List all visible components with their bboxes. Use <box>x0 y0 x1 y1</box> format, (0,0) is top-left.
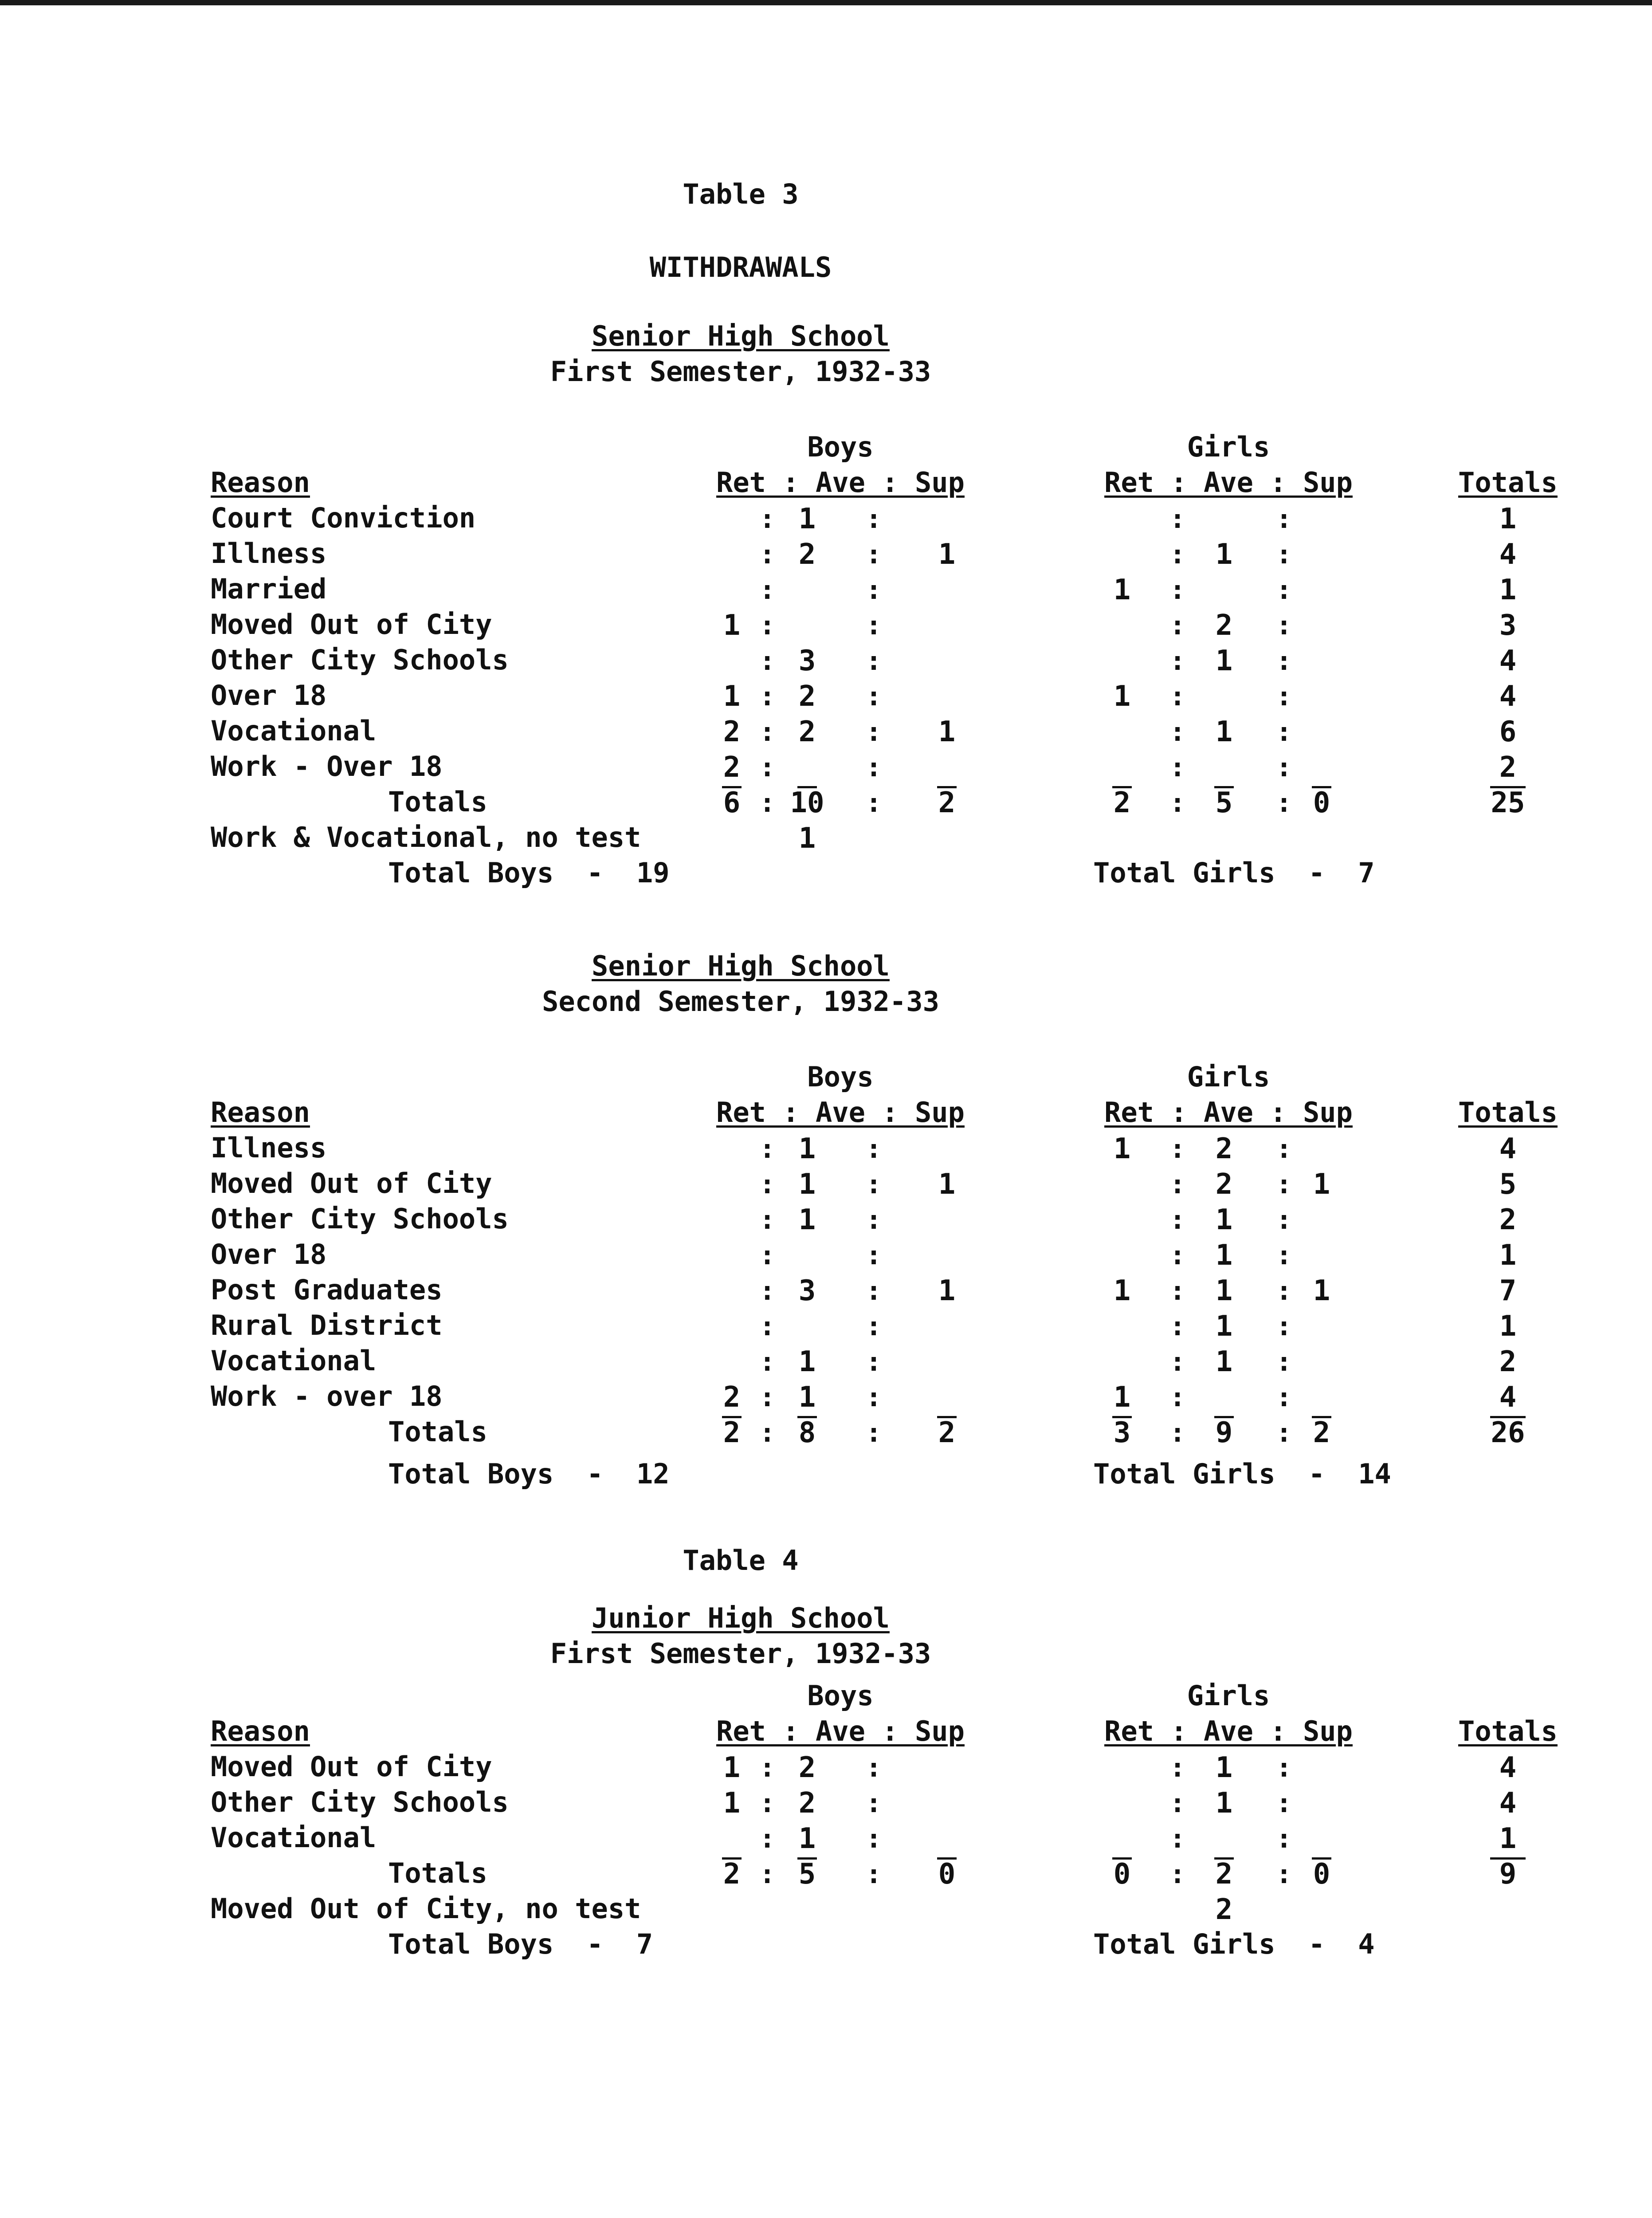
reason-cell: Court Conviction <box>211 502 476 534</box>
totals-header: Totals <box>1458 466 1558 499</box>
girls-cell: 1 <box>1313 1274 1330 1307</box>
column-separator: : <box>1275 1311 1292 1342</box>
column-separator: : <box>1169 610 1186 641</box>
girls-cell: 1 <box>1215 538 1233 571</box>
extra-reason: Work & Vocational, no test <box>211 821 641 853</box>
table3-heading: Table 3 <box>683 178 799 210</box>
reason-cell: Vocational <box>211 715 377 747</box>
boys-subheader: Ret : Ave : Sup <box>716 1096 965 1129</box>
column-separator: : <box>1169 1240 1186 1271</box>
column-separator: : <box>865 1133 882 1164</box>
girls-total-cell: 0 <box>1113 1858 1131 1891</box>
girls-cell: 1 <box>1113 1133 1131 1165</box>
column-separator: : <box>1275 610 1292 641</box>
total-girls: Total Girls - 14 <box>1093 1458 1391 1490</box>
table4-heading: Table 4 <box>683 1544 799 1577</box>
column-separator: : <box>865 503 882 535</box>
boys-cell: 2 <box>798 1787 816 1820</box>
row-total: 1 <box>1499 1239 1517 1272</box>
row-total: 1 <box>1499 1822 1517 1855</box>
boys-total-cell: 0 <box>938 1858 956 1891</box>
girls-subheader: Ret : Ave : Sup <box>1104 1715 1353 1747</box>
column-separator: : <box>759 1417 776 1448</box>
column-separator: : <box>759 681 776 712</box>
boys-cell: 2 <box>798 716 816 748</box>
column-separator: : <box>1275 1240 1292 1271</box>
boys-cell: 1 <box>723 680 741 713</box>
column-separator: : <box>865 539 882 570</box>
total-boys: Total Boys - 12 <box>388 1458 670 1490</box>
boys-cell: 1 <box>938 1168 956 1201</box>
school-title: Junior High School <box>592 1602 890 1634</box>
total-girls: Total Girls - 4 <box>1093 1928 1375 1960</box>
row-total: 7 <box>1499 1274 1517 1307</box>
reason-cell: Work - Over 18 <box>211 750 443 783</box>
column-separator: : <box>865 1417 882 1448</box>
column-separator: : <box>865 645 882 676</box>
column-separator: : <box>1169 752 1186 783</box>
column-separator: : <box>759 1275 776 1306</box>
column-separator: : <box>865 716 882 747</box>
girls-cell: 1 <box>1215 1787 1233 1820</box>
boys-cell: 3 <box>798 1274 816 1307</box>
extra-reason: Moved Out of City, no test <box>211 1892 641 1925</box>
column-separator: : <box>759 1240 776 1271</box>
boys-header: Boys <box>807 1679 874 1712</box>
column-separator: : <box>759 1204 776 1235</box>
column-separator: : <box>1169 503 1186 535</box>
boys-cell: 1 <box>798 1203 816 1236</box>
column-separator: : <box>759 787 776 818</box>
row-total: 4 <box>1499 1381 1517 1414</box>
boys-total-cell: 10 <box>790 787 824 819</box>
row-total: 5 <box>1499 1168 1517 1201</box>
row-total: 4 <box>1499 680 1517 713</box>
girls-cell: 1 <box>1113 680 1131 713</box>
girls-cell: 2 <box>1215 1133 1233 1165</box>
total-boys: Total Boys - 7 <box>388 1928 653 1960</box>
column-separator: : <box>1275 1823 1292 1854</box>
row-total: 4 <box>1499 1133 1517 1165</box>
boys-total-cell: 2 <box>723 1416 741 1449</box>
row-total: 2 <box>1499 1345 1517 1378</box>
column-separator: : <box>865 681 882 712</box>
semester-title: First Semester, 1932-33 <box>550 355 931 388</box>
reason-cell: Married <box>211 573 327 605</box>
column-separator: : <box>1169 1382 1186 1413</box>
column-separator: : <box>1275 1859 1292 1890</box>
extra-value: 2 <box>1215 1893 1233 1926</box>
reason-cell: Moved Out of City <box>211 1750 492 1783</box>
girls-cell: 1 <box>1215 1203 1233 1236</box>
girls-total-cell: 9 <box>1215 1416 1233 1449</box>
column-separator: : <box>1275 574 1292 606</box>
column-separator: : <box>1275 539 1292 570</box>
column-separator: : <box>1275 1169 1292 1200</box>
column-separator: : <box>759 539 776 570</box>
girls-cell: 1 <box>1113 1381 1131 1414</box>
reason-cell: Vocational <box>211 1821 377 1854</box>
boys-cell: 1 <box>798 1133 816 1165</box>
girls-total-cell: 2 <box>1215 1858 1233 1891</box>
column-separator: : <box>865 787 882 818</box>
girls-total-cell: 0 <box>1313 1858 1330 1891</box>
column-separator: : <box>1275 752 1292 783</box>
boys-header: Boys <box>807 431 874 463</box>
reason-cell: Work - over 18 <box>211 1380 443 1412</box>
column-separator: : <box>865 1204 882 1235</box>
column-separator: : <box>1169 1859 1186 1890</box>
row-total: 4 <box>1499 1787 1517 1820</box>
girls-cell: 1 <box>1215 716 1233 748</box>
row-total: 4 <box>1499 645 1517 677</box>
column-separator: : <box>759 610 776 641</box>
column-separator: : <box>865 1240 882 1271</box>
row-total: 3 <box>1499 609 1517 642</box>
column-separator: : <box>1169 681 1186 712</box>
boys-total-cell: 8 <box>798 1416 816 1449</box>
row-total: 6 <box>1499 716 1517 748</box>
totals-label: Totals <box>388 786 487 818</box>
column-separator: : <box>759 1133 776 1164</box>
row-total: 4 <box>1499 1751 1517 1784</box>
boys-cell: 1 <box>798 1168 816 1201</box>
row-total: 2 <box>1499 1203 1517 1236</box>
column-separator: : <box>1169 1311 1186 1342</box>
reason-cell: Over 18 <box>211 1238 327 1270</box>
reason-cell: Rural District <box>211 1309 443 1341</box>
scan-top-edge <box>0 0 1652 5</box>
boys-cell: 1 <box>798 503 816 535</box>
girls-cell: 1 <box>1113 1274 1131 1307</box>
boys-cell: 2 <box>798 680 816 713</box>
girls-total-cell: 3 <box>1113 1416 1131 1449</box>
girls-cell: 1 <box>1215 1345 1233 1378</box>
column-separator: : <box>759 1788 776 1819</box>
column-separator: : <box>759 645 776 676</box>
boys-cell: 1 <box>798 1345 816 1378</box>
boys-cell: 2 <box>723 716 741 748</box>
semester-title: First Semester, 1932-33 <box>550 1637 931 1670</box>
girls-total-cell: 2 <box>1113 787 1131 819</box>
column-separator: : <box>865 610 882 641</box>
column-separator: : <box>1169 1275 1186 1306</box>
reason-cell: Other City Schools <box>211 1203 509 1235</box>
grand-total: 26 <box>1491 1416 1525 1449</box>
semester-title: Second Semester, 1932-33 <box>542 985 939 1018</box>
totals-header: Totals <box>1458 1715 1558 1747</box>
reason-header: Reason <box>211 1715 310 1747</box>
main-title: WITHDRAWALS <box>649 251 832 283</box>
column-separator: : <box>759 1346 776 1377</box>
boys-cell: 1 <box>798 1822 816 1855</box>
boys-cell: 1 <box>798 1381 816 1414</box>
column-separator: : <box>865 1311 882 1342</box>
column-separator: : <box>1169 1417 1186 1448</box>
boys-total-cell: 2 <box>938 1416 956 1449</box>
girls-cell: 1 <box>1215 1274 1233 1307</box>
reason-cell: Post Graduates <box>211 1274 443 1306</box>
column-separator: : <box>1169 1823 1186 1854</box>
total-boys: Total Boys - 19 <box>388 857 670 889</box>
column-separator: : <box>865 1823 882 1854</box>
column-separator: : <box>1169 1133 1186 1164</box>
girls-cell: 1 <box>1113 574 1131 606</box>
column-separator: : <box>1275 1417 1292 1448</box>
girls-header: Girls <box>1187 1679 1270 1712</box>
grand-total: 9 <box>1499 1858 1517 1891</box>
column-separator: : <box>759 716 776 747</box>
column-separator: : <box>1275 645 1292 676</box>
column-separator: : <box>1275 1752 1292 1783</box>
girls-cell: 2 <box>1215 609 1233 642</box>
totals-header: Totals <box>1458 1096 1558 1129</box>
column-separator: : <box>759 1169 776 1200</box>
column-separator: : <box>865 1382 882 1413</box>
column-separator: : <box>865 1752 882 1783</box>
column-separator: : <box>1275 1204 1292 1235</box>
reason-cell: Illness <box>211 537 327 570</box>
boys-cell: 3 <box>798 645 816 677</box>
total-girls: Total Girls - 7 <box>1093 857 1375 889</box>
column-separator: : <box>1275 503 1292 535</box>
girls-cell: 1 <box>1215 1751 1233 1784</box>
girls-subheader: Ret : Ave : Sup <box>1104 466 1353 499</box>
boys-cell: 1 <box>723 1751 741 1784</box>
boys-cell: 1 <box>723 609 741 642</box>
boys-cell: 1 <box>723 1787 741 1820</box>
column-separator: : <box>865 1346 882 1377</box>
reason-cell: Illness <box>211 1132 327 1164</box>
column-separator: : <box>1169 1169 1186 1200</box>
girls-cell: 1 <box>1215 1310 1233 1343</box>
column-separator: : <box>865 1275 882 1306</box>
extra-value: 1 <box>798 822 816 855</box>
column-separator: : <box>1169 1752 1186 1783</box>
column-separator: : <box>1169 1788 1186 1819</box>
boys-cell: 1 <box>938 1274 956 1307</box>
row-total: 4 <box>1499 538 1517 571</box>
row-total: 1 <box>1499 1310 1517 1343</box>
column-separator: : <box>1275 1788 1292 1819</box>
column-separator: : <box>865 1788 882 1819</box>
boys-total-cell: 2 <box>938 787 956 819</box>
girls-total-cell: 2 <box>1313 1416 1330 1449</box>
boys-header: Boys <box>807 1061 874 1093</box>
totals-label: Totals <box>388 1857 487 1889</box>
column-separator: : <box>759 574 776 606</box>
boys-total-cell: 5 <box>798 1858 816 1891</box>
column-separator: : <box>1169 645 1186 676</box>
column-separator: : <box>1275 1382 1292 1413</box>
girls-total-cell: 0 <box>1313 787 1330 819</box>
column-separator: : <box>1169 539 1186 570</box>
column-separator: : <box>865 1859 882 1890</box>
column-separator: : <box>1275 1133 1292 1164</box>
column-separator: : <box>865 574 882 606</box>
boys-cell: 1 <box>938 716 956 748</box>
girls-header: Girls <box>1187 431 1270 463</box>
boys-subheader: Ret : Ave : Sup <box>716 1715 965 1747</box>
column-separator: : <box>759 503 776 535</box>
reason-cell: Other City Schools <box>211 644 509 676</box>
reason-cell: Vocational <box>211 1345 377 1377</box>
column-separator: : <box>1169 574 1186 606</box>
school-title: Senior High School <box>592 950 890 982</box>
column-separator: : <box>1169 787 1186 818</box>
reason-cell: Over 18 <box>211 679 327 712</box>
boys-cell: 1 <box>938 538 956 571</box>
boys-total-cell: 6 <box>723 787 741 819</box>
column-separator: : <box>759 1382 776 1413</box>
column-separator: : <box>1275 681 1292 712</box>
column-separator: : <box>1275 1275 1292 1306</box>
row-total: 1 <box>1499 574 1517 606</box>
girls-header: Girls <box>1187 1061 1270 1093</box>
boys-cell: 2 <box>798 538 816 571</box>
column-separator: : <box>1275 787 1292 818</box>
reason-cell: Other City Schools <box>211 1786 509 1818</box>
girls-subheader: Ret : Ave : Sup <box>1104 1096 1353 1129</box>
column-separator: : <box>759 1752 776 1783</box>
column-separator: : <box>1169 1204 1186 1235</box>
column-separator: : <box>759 1823 776 1854</box>
girls-total-cell: 5 <box>1215 787 1233 819</box>
column-separator: : <box>759 1311 776 1342</box>
girls-cell: 2 <box>1215 1168 1233 1201</box>
column-separator: : <box>1169 716 1186 747</box>
row-total: 1 <box>1499 503 1517 535</box>
boys-subheader: Ret : Ave : Sup <box>716 466 965 499</box>
column-separator: : <box>1275 716 1292 747</box>
column-separator: : <box>759 752 776 783</box>
boys-cell: 2 <box>798 1751 816 1784</box>
reason-cell: Moved Out of City <box>211 608 492 641</box>
reason-header: Reason <box>211 1096 310 1129</box>
column-separator: : <box>865 752 882 783</box>
reason-cell: Moved Out of City <box>211 1167 492 1199</box>
column-separator: : <box>759 1859 776 1890</box>
boys-cell: 2 <box>723 751 741 784</box>
totals-label: Totals <box>388 1416 487 1448</box>
column-separator: : <box>865 1169 882 1200</box>
girls-cell: 1 <box>1215 645 1233 677</box>
girls-cell: 1 <box>1313 1168 1330 1201</box>
column-separator: : <box>1275 1346 1292 1377</box>
reason-header: Reason <box>211 466 310 499</box>
boys-total-cell: 2 <box>723 1858 741 1891</box>
row-total: 2 <box>1499 751 1517 784</box>
girls-cell: 1 <box>1215 1239 1233 1272</box>
school-title: Senior High School <box>592 320 890 352</box>
grand-total: 25 <box>1491 787 1525 819</box>
column-separator: : <box>1169 1346 1186 1377</box>
boys-cell: 2 <box>723 1381 741 1414</box>
